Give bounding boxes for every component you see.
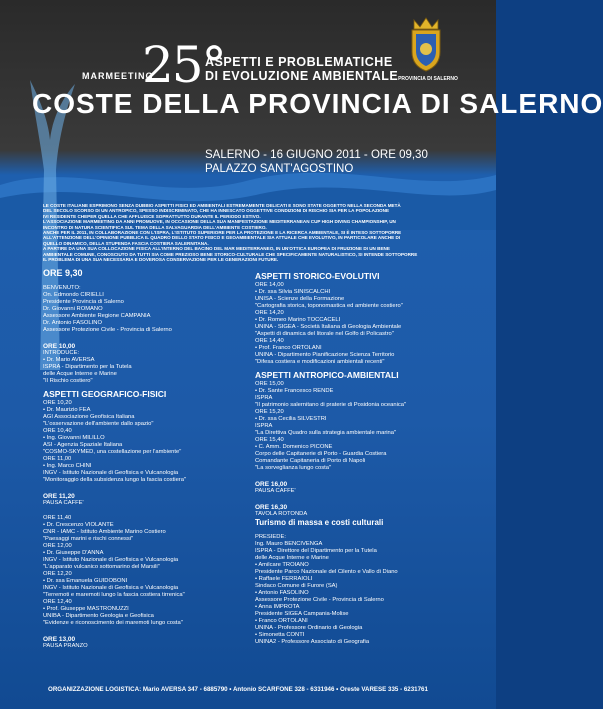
subtitle — [205, 55, 398, 83]
round-table-label: TAVOLA ROTONDA — [255, 511, 308, 517]
program-right-column — [255, 270, 460, 646]
program-line: "Paesaggi marini e rischi connessi" — [43, 536, 134, 542]
lunch-break: PAUSA PRANZO — [43, 643, 88, 649]
program-line: • C. Amm. Domenico PICONE — [255, 444, 333, 450]
program-line: ORE 11,40 — [43, 515, 72, 521]
introduce-line: "Il Rischio costiero" — [43, 378, 93, 384]
introduce-list — [43, 357, 248, 385]
panel-line: UNINA - Professore Ordinario di Geologia — [255, 625, 363, 631]
program-line: ORE 14,00 — [255, 282, 284, 288]
program-line: "L'apparato vulcanico sottomarino del Marsili" — [43, 564, 160, 570]
intro-line: A PARTIRE DA UNA SUA COLLOCAZIONE FISICA ALL'INTERNO DEL BACINO DEL MAR MEDITERRANEO, IN UN'OTTICA EUROPEA DI FRUIZIONE DI UN BENE — [43, 246, 390, 252]
program-line: Corpo delle Capitanerie di Porto - Guardia Costiera — [255, 451, 387, 457]
panel-line: UNINA2 - Professore Associato di Geografia — [255, 639, 370, 645]
welcome-line: Presidente Provincia di Salerno — [43, 299, 124, 305]
storico-list — [255, 282, 460, 366]
intro-line: AMBIENTALE COMUNE, CONOSCIUTO DA TUTTI SIA COME PREZIOSO BENE STORICO-CULTURALE CHE SPECIFICAMENTE NATURALISTICO, SI INTENDE SOTTOPORRE — [43, 251, 418, 257]
program-line: "Aspetti di dinamica del litorale nel Golfo di Policastro" — [255, 331, 394, 337]
subtitle-line-1: ASPETTI E PROBLEMATICHE — [205, 55, 393, 69]
program-line: • Dr. ssa Silvia SINISCALCHI — [255, 289, 331, 295]
program-line: "Terremoti e maremoti lungo la fascia costiera tirrenica" — [43, 592, 185, 598]
chair-label: PRESIEDE: — [255, 534, 286, 540]
program-line: ISPRA — [255, 423, 273, 429]
intro-line: LE COSTE ITALIANE ESPRIMONO SENZA DUBBIO ASPETTI FISICI ED AMBIENTALI ESTREMAMENTE DELICATI E SONO STATE OGGETTO NELLA SECONDA METÀ — [43, 203, 401, 208]
program-line: CNR - IAMC - Istituto Ambiente Marino Costiero — [43, 529, 166, 535]
program-line: "Monitoraggio della subsidenza lungo la fascia costiera" — [43, 477, 187, 483]
program-line: ORE 15,40 — [255, 437, 284, 443]
panel-line: • Anna IMPROTA — [255, 604, 300, 610]
date-line: SALERNO - 16 GIUGNO 2011 - ORE 09,30 — [205, 149, 428, 161]
program-line: ORE 11,00 — [43, 456, 72, 462]
time-label: ORE 13,00 — [43, 636, 76, 643]
panel-line: Presidente Parco Nazionale del Cilento e Vallo di Diano — [255, 569, 398, 575]
antropico-list — [255, 381, 460, 472]
panel-line: • Simonetta CONTI — [255, 632, 305, 638]
intro-line: IL PROBLEMA DI UNA SUA NECESSARIA E DOVEROSA CONSERVAZIONE PER LE GENERAZIONI FUTURE. — [43, 257, 279, 263]
program-line: • Dr. Giuseppe D'ANNA — [43, 550, 104, 556]
program-line: Comandante Capitaneria di Porto di Napoli — [255, 458, 366, 464]
page-title: COSTE DELLA PROVINCIA DI SALERNO — [32, 88, 603, 119]
program-line: ORE 15,00 — [255, 381, 284, 387]
time-label: ORE 16,00 — [255, 481, 288, 488]
program-line: "La sorveglianza lungo costa" — [255, 465, 331, 471]
program-line: "Difesa costiera e modificazioni ambientali recenti" — [255, 359, 385, 365]
marmeeting-label: MARMEETING — [82, 71, 154, 81]
introduce-label: INTRODUCE: — [43, 350, 80, 356]
intro-line: INCONTRO DI NATURA SCIENTIFICA SUL TEMA DELLA SALVAGUARDIA DELL'AMBIENTE COSTIERO. — [43, 224, 267, 230]
intro-line: QUELLO DINAMICO, DELLA STUPENDA FASCIA COSTIERA SALERNITANA. — [43, 240, 209, 246]
program-line: • Ing. Giovanni MILILLO — [43, 435, 105, 441]
panel-line: • Antonio FASOLINO — [255, 590, 309, 596]
time-label: ORE 10,00 — [43, 343, 76, 350]
intro-line: ALL'ATTENZIONE DELL'OPINIONE PUBBLICA IL QUADRO DELLO STATO FISICO E GEOAMBIENTALE SIA ATTUALE CHE EVOLUTIVO, IN PARTICOLARE ANCHE DI — [43, 235, 401, 241]
coffee-break: PAUSA CAFFE' — [43, 500, 84, 506]
program-line: ORE 12,20 — [43, 571, 72, 577]
program-line: • Prof. Giuseppe MASTRONUZZI — [43, 606, 129, 612]
intro-line: IVI RESIDENTE CHEPER QUELLA CHE AFFLUISCE SOPRATTUTTO DURANTE IL PERIODO ESTIVO. — [43, 213, 261, 219]
program-line: • Ing. Marco CHINI — [43, 463, 92, 469]
program-line: ASI - Agenzia Spaziale Italiana — [43, 442, 123, 448]
panel-line: Ing. Mauro BENCIVENGA — [255, 541, 323, 547]
program-left-column — [43, 270, 248, 650]
time-label: ORE 11,20 — [43, 493, 75, 500]
program-line: ORE 10,20 — [43, 400, 72, 406]
welcome-line: On. Edmondo CIRIELLI — [43, 292, 104, 298]
program-line: INGV - Istituto Nazionale di Geofisica e Vulcanologia — [43, 585, 179, 591]
introduce-line: ISPRA - Dipartimento per la Tutela — [43, 364, 132, 370]
panel-line: Presidente SIGEA Campania-Molise — [255, 611, 349, 617]
venue: PALAZZO SANT'AGOSTINO — [205, 163, 354, 175]
program-line: ORE 14,20 — [255, 310, 284, 316]
program-line: "Evidenze e riconoscimento dei maremoti lungo costa" — [43, 620, 183, 626]
panel-line: Sindaco Comune di Furore (SA) — [255, 583, 338, 589]
event-info — [205, 148, 428, 176]
program-line: ORE 10,40 — [43, 428, 72, 434]
round-table-title: Turismo di massa e costi culturali — [255, 518, 384, 527]
welcome-line: Dr. Antonio FASOLINO — [43, 320, 102, 326]
program-line: INGV - Istituto Nazionale di Geofisica e Vulcanologia — [43, 470, 179, 476]
program-line: UNINA - SIGEA - Società Italiana di Geologia Ambientale — [255, 324, 402, 330]
province-label: PROVINCIA DI SALERNO — [398, 76, 458, 82]
program-line: UNISA - Scienze della Formazione — [255, 296, 345, 302]
panel-list — [255, 541, 460, 646]
coffee-break: PAUSA CAFFE' — [255, 488, 296, 494]
program-line: ORE 12,40 — [43, 599, 72, 605]
geo-list-a — [43, 400, 248, 484]
program-line: • Prof. Franco ORTOLANI — [255, 345, 322, 351]
program-line: INGV - Istituto Nazionale di Geofisica e Vulcanologia — [43, 557, 179, 563]
program-line: UNIBA - Dipartimento Geologia e Geofisica — [43, 613, 154, 619]
panel-line: • Amilcare TROIANO — [255, 562, 309, 568]
program-line: • Dr. Maurizio FEA — [43, 407, 91, 413]
program-line: ORE 12,00 — [43, 543, 72, 549]
program-line: • Dr. ssa Emanuela GUIDOBONI — [43, 578, 128, 584]
program-line: "COSMO-SKYMED, una costellazione per l'ambiente" — [43, 449, 182, 455]
program-line: "L'osservazione dell'ambiente dallo spazio" — [43, 421, 154, 427]
panel-line: • Raffaele FERRAIOLI — [255, 576, 313, 582]
welcome-line: Assessore Ambiente Regione CAMPANIA — [43, 313, 151, 319]
welcome-line: Dr. Giovanni ROMANO — [43, 306, 103, 312]
section-heading-storico: ASPETTI STORICO-EVOLUTIVI — [255, 271, 380, 281]
panel-line: • Franco ORTOLANI — [255, 618, 308, 624]
start-time: ORE 9,30 — [43, 268, 83, 278]
province-crest-icon — [404, 16, 448, 72]
welcome-label: BENVENUTO: — [43, 285, 81, 291]
intro-line: ANCHE PER IL 2011, IN COLLABORAZIONE CON L'ISPRA, L'ISTITUTO SUPERIORE PER LA PROTEZIONE E LA RICERCA AMBIENTALE, SI È INTESO SOTTOPORRE — [43, 230, 402, 236]
introduce-line: • Dr. Mario AVERSA — [43, 357, 95, 363]
program-line: ISPRA — [255, 395, 273, 401]
welcome-list — [43, 292, 248, 334]
intro-text — [43, 203, 463, 262]
program-line: • Dr. Crescenzo VIOLANTE — [43, 522, 114, 528]
time-label: ORE 16,30 — [255, 504, 288, 511]
introduce-line: delle Acque Interne e Marine — [43, 371, 117, 377]
panel-line: Assessore Protezione Civile - Provincia di Salerno — [255, 597, 384, 603]
program-line: "La Direttiva Quadro sulla strategia ambientale marina" — [255, 430, 397, 436]
intro-line: DEL SECOLO SCORSO DI UN ANTROPICO, SPESSO INDISCRIMINATO, CHE HA INNESCATO OGGETTIVE CONDIZIONI DI RISCHIO SIA PER LA POPOLAZIONE — [43, 208, 390, 214]
footer-organization: ORGANIZZAZIONE LOGISTICA: Mario AVERSA 347 - 6885790 • Antonio SCARFONE 328 - 6331946 • Oreste VARESE 335 - 6231761 — [48, 686, 428, 693]
intro-line: L'ASSOCIAZIONE MARMEETING DA ANNI PROMUOVE, IN OCCASIONE DELLA SUA MANIFESTAZIONE MEDITERRANEAN CUP HIGH DIVING CHAMPIONSHIP, UN — [43, 219, 396, 225]
program-line: • Dr. Sante Francesco RENDE — [255, 388, 334, 394]
program-line: ORE 14,40 — [255, 338, 284, 344]
program-line: "Il patrimonio salernitano di praterie di Posidonia oceanica" — [255, 402, 407, 408]
subtitle-line-2: DI EVOLUZIONE AMBIENTALE — [205, 69, 399, 83]
section-heading-antropico: ASPETTI ANTROPICO-AMBIENTALI — [255, 370, 399, 380]
panel-line: delle Acque Interne e Marine — [255, 555, 329, 561]
geo-list-b — [43, 515, 248, 627]
program-line: • Dr. Romeo Marino TOCCACELI — [255, 317, 341, 323]
welcome-line: Assessore Protezione Civile - Provincia di Salerno — [43, 327, 172, 333]
edition-number: 25° — [142, 36, 225, 94]
section-heading-geo: ASPETTI GEOGRAFICO-FISICI — [43, 389, 167, 399]
program-line: AGI Associazione Geofisica Italiana — [43, 414, 135, 420]
program-line: UNINA - Dipartimento Pianificazione Scienza Territorio — [255, 352, 395, 358]
program-line: • Dr. ssa Cecilia SILVESTRI — [255, 416, 327, 422]
program-line: ORE 15,20 — [255, 409, 284, 415]
panel-line: ISPRA - Direttore del Dipartimento per la Tutela — [255, 548, 377, 554]
program-line: "Cartografia storica, toponomastica ed ambiente costiero" — [255, 303, 403, 309]
